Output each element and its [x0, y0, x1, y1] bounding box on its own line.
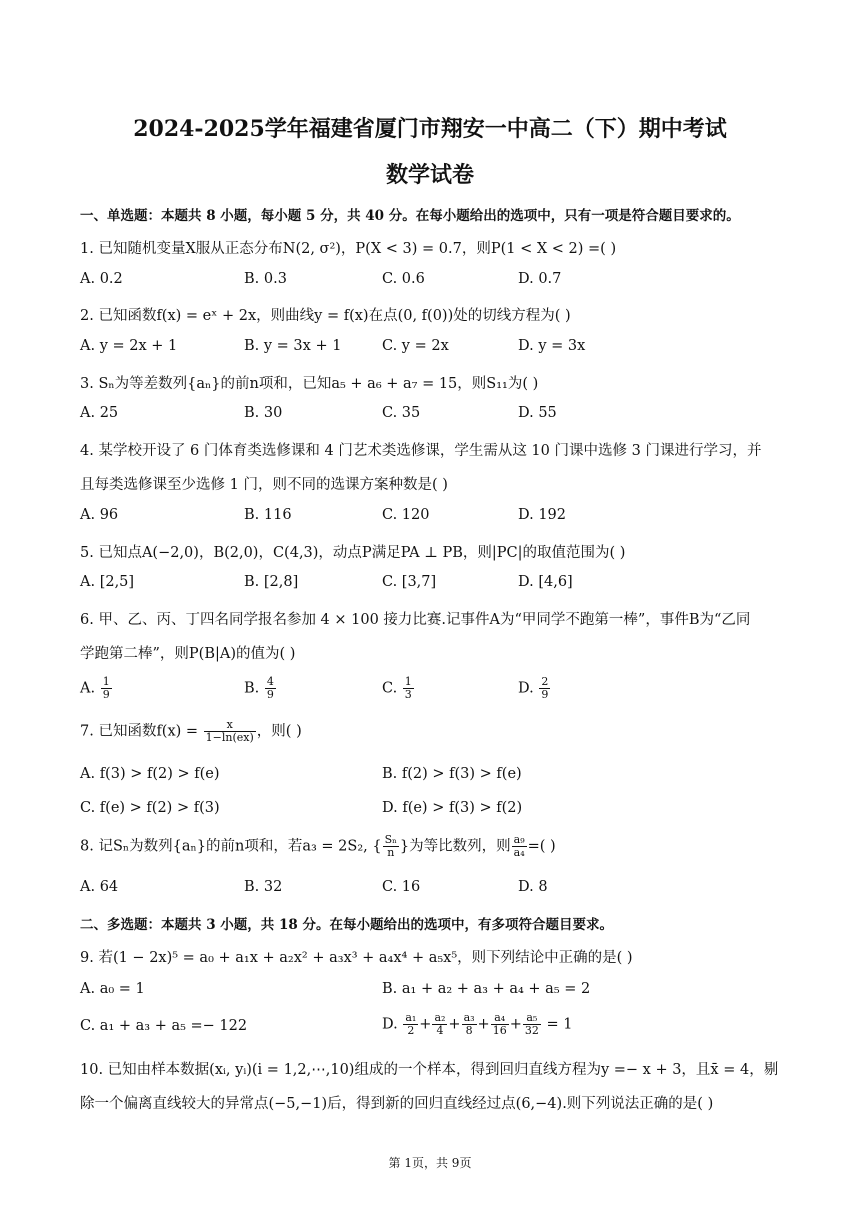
question-1-option-a: A. 0.2	[80, 271, 123, 287]
question-7-option-a: A. f(3) > f(2) > f(e)	[80, 766, 220, 782]
question-4-option-b: B. 116	[244, 507, 292, 523]
question-6-stem-line-1: 6. 甲、乙、丙、丁四名同学报名参加 4 × 100 接力比赛.记事件A为“甲同学不跑第一棒”，事件B为“乙同	[80, 612, 751, 628]
fraction	[539, 676, 550, 701]
question-4-stem-line-2: 且每类选修课至少选修 1 门，则不同的选课方案种数是( )	[80, 477, 448, 493]
question-6-option-d	[518, 676, 551, 701]
numerator: a₉	[513, 833, 525, 846]
fraction	[403, 1012, 418, 1037]
denominator: a₄	[513, 846, 525, 859]
question-7-option-c: C. f(e) > f(2) > f(3)	[80, 800, 220, 816]
question-2-stem: 2. 已知函数f(x) = eˣ + 2x，则曲线y = f(x)在点(0, f(0))处的切线方程为( )	[80, 308, 571, 324]
question-6-stem-line-2: 学跑第二棒”，则P(B|A)的值为( )	[80, 646, 296, 662]
denominator: 3	[404, 688, 412, 701]
option-label: D.	[518, 680, 534, 697]
fraction	[403, 676, 414, 701]
question-2-option-d: D. y = 3x	[518, 338, 586, 354]
question-8-suffix: =( )	[527, 838, 556, 855]
fraction	[432, 1012, 447, 1037]
denominator: 32	[524, 1024, 539, 1037]
denominator: 9	[102, 688, 110, 701]
question-5-stem: 5. 已知点A(−2,0)，B(2,0)，C(4,3)，动点P满足PA ⊥ PB，则|PC|的取值范围为( )	[80, 545, 626, 561]
denominator: 4	[436, 1024, 444, 1037]
question-1-option-d: D. 0.7	[518, 271, 562, 287]
question-4-stem-line-1: 4. 某学校开设了 6 门体育类选修课和 4 门艺术类选修课，学生需从这 10 门课中选修 3 门课进行学习，并	[80, 443, 762, 459]
question-9-option-a: A. a₀ = 1	[80, 981, 145, 997]
fraction	[101, 676, 112, 701]
denominator: 1−ln(ex)	[205, 731, 254, 744]
question-8-option-a: A. 64	[80, 879, 119, 895]
question-3-option-c: C. 35	[382, 405, 421, 421]
denominator: n	[387, 846, 395, 859]
denominator: 2	[407, 1024, 415, 1037]
question-1-stem: 1. 已知随机变量X服从正态分布N(2, σ²)，P(X < 3) = 0.7，则P(1 < X < 2) =( )	[80, 241, 617, 257]
question-3-stem: 3. Sₙ为等差数列{aₙ}的前n项和，已知a₅ + a₆ + a₇ = 15，则S₁₁为( )	[80, 376, 539, 392]
fraction	[491, 1012, 509, 1037]
numerator: 1	[102, 675, 110, 688]
question-9-option-c: C. a₁ + a₃ + a₅ =− 122	[80, 1018, 248, 1034]
question-7-option-d: D. f(e) > f(3) > f(2)	[382, 800, 523, 816]
question-4-option-d: D. 192	[518, 507, 567, 523]
question-8-option-b: B. 32	[244, 879, 283, 895]
page-footer: 第 1页，共 9页	[388, 1156, 472, 1170]
question-2-option-a: A. y = 2x + 1	[80, 338, 178, 354]
numerator: a₅	[523, 1012, 541, 1025]
fraction	[265, 676, 276, 701]
numerator: 4	[266, 675, 274, 688]
section-heading-multiple-choice: 二、多选题：本题共 3 小题，共 18 分。在每小题给出的选项中，有多项符合题目要求。	[80, 917, 613, 933]
page-title: 2024-2025学年福建省厦门市翔安一中高二（下）期中考试	[133, 116, 727, 142]
option-label: C.	[382, 680, 398, 697]
question-2-option-b: B. y = 3x + 1	[244, 338, 342, 354]
question-6-option-c	[382, 676, 415, 701]
fraction	[204, 719, 256, 744]
question-1-option-c: C. 0.6	[382, 271, 425, 287]
fraction	[462, 1012, 477, 1037]
numerator: Sₙ	[384, 833, 397, 846]
numerator: x	[204, 719, 256, 732]
option-label: A.	[80, 680, 96, 697]
denominator: 9	[541, 688, 549, 701]
fraction	[523, 1012, 541, 1037]
question-5-option-a: A. [2,5]	[80, 574, 135, 590]
question-8-stem	[80, 834, 556, 859]
question-7-stem	[80, 719, 302, 744]
question-10-stem-line-1: 10. 已知由样本数据(xᵢ, yᵢ)(i = 1,2,⋯,10)组成的一个样本，得到回归直线方程为y =− x + 3，且x̄ = 4，剔	[80, 1062, 779, 1078]
page-subtitle: 数学试卷	[385, 162, 474, 188]
question-9-stem: 9. 若(1 − 2x)⁵ = a₀ + a₁x + a₂x² + a₃x³ + a₄x⁴ + a₅x⁵，则下列结论中正确的是( )	[80, 950, 633, 966]
denominator: 9	[266, 688, 274, 701]
question-3-option-b: B. 30	[244, 405, 283, 421]
question-6-option-a	[80, 676, 113, 701]
question-2-option-c: C. y = 2x	[382, 338, 449, 354]
question-8-middle: }为等比数列，则	[399, 838, 511, 855]
question-7-suffix: ，则( )	[256, 723, 302, 740]
question-3-option-a: A. 25	[80, 405, 119, 421]
fraction	[512, 834, 527, 859]
question-9-option-b: B. a₁ + a₂ + a₃ + a₄ + a₅ = 2	[382, 981, 591, 997]
option-label: D.	[382, 1016, 398, 1033]
question-8-option-d: D. 8	[518, 879, 548, 895]
question-9-option-d: D. $\frac{\text{a₁}}{2}$ + $\frac{\text{a₂}}{4}$ + $\frac{\text{a₃}}{8}$ + $\frac{\text{a₄}}{16}$ + $\frac{\text{a₅}}{32}$ = 1	[382, 1011, 573, 1037]
question-4-option-c: C. 120	[382, 507, 430, 523]
numerator: a₄	[491, 1012, 509, 1025]
section-heading-single-choice: 一、单选题：本题共 8 小题，每小题 5 分，共 40 分。在每小题给出的选项中，只有一项是符合题目要求的。	[80, 208, 740, 224]
numerator: 1	[404, 675, 412, 688]
question-6-option-b	[244, 676, 277, 701]
option-tail: = 1	[546, 1016, 573, 1033]
question-5-option-b: B. [2,8]	[244, 574, 299, 590]
question-1-option-b: B. 0.3	[244, 271, 287, 287]
question-7-prefix: 7. 已知函数f(x) =	[80, 723, 199, 740]
question-3-option-d: D. 55	[518, 405, 557, 421]
question-10-stem-line-2: 除一个偏离直线较大的异常点(−5,−1)后，得到新的回归直线经过点(6,−4).则下列说法正确的是( )	[80, 1096, 714, 1112]
fraction	[383, 834, 399, 859]
question-8-option-c: C. 16	[382, 879, 421, 895]
denominator: 16	[492, 1024, 507, 1037]
question-4-option-a: A. 96	[80, 507, 119, 523]
numerator: 2	[541, 675, 549, 688]
option-label: B.	[244, 680, 260, 697]
numerator: a₃	[463, 1011, 475, 1024]
numerator: a₁	[405, 1011, 417, 1024]
question-5-option-d: D. [4,6]	[518, 574, 573, 590]
numerator: a₂	[434, 1011, 446, 1024]
question-5-option-c: C. [3,7]	[382, 574, 437, 590]
question-8-prefix: 8. 记Sₙ为数列{aₙ}的前n项和，若a₃ = 2S₂, {	[80, 838, 382, 855]
denominator: 8	[465, 1024, 473, 1037]
question-7-option-b: B. f(2) > f(3) > f(e)	[382, 766, 522, 782]
